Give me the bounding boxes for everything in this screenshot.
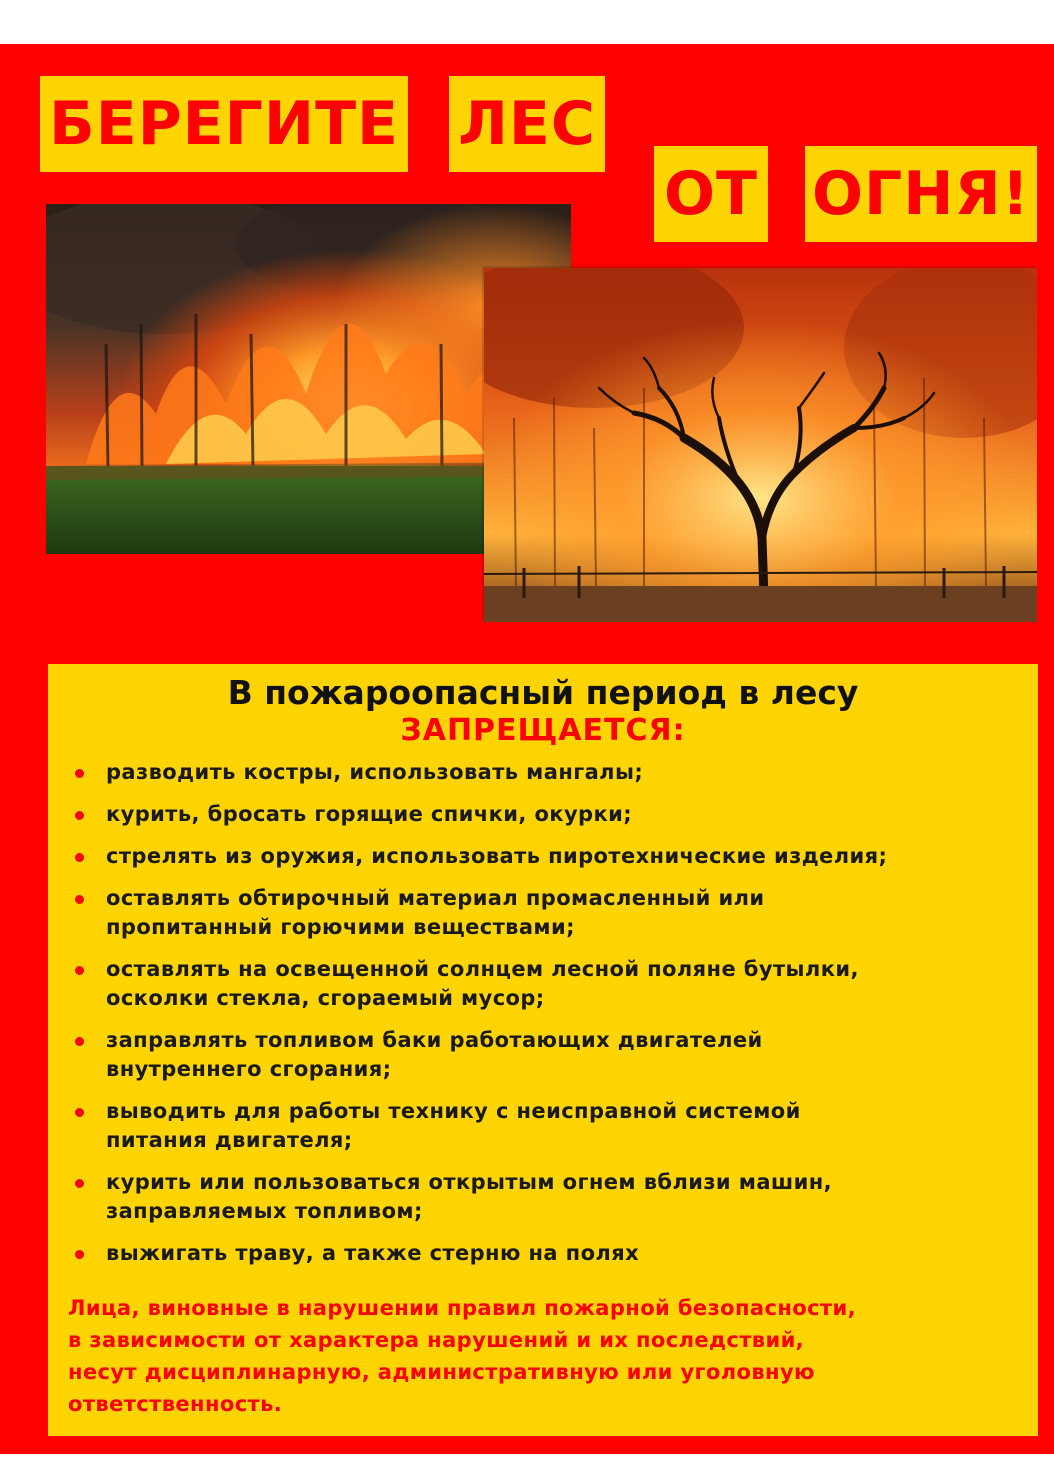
bullet-icon	[75, 811, 84, 820]
list-item-text: выжигать траву, а также стерню на полях	[106, 1241, 640, 1265]
bullet-icon	[75, 1250, 84, 1259]
bullet-icon	[75, 1179, 84, 1188]
prohibitions-panel	[48, 664, 1038, 1436]
list-item	[68, 1239, 1018, 1268]
list-item-text: разводить костры, использовать мангалы;	[106, 760, 644, 784]
title-word-les: ЛЕС	[449, 76, 605, 172]
title-word-ognya: ОГНЯ!	[805, 146, 1037, 242]
list-item	[68, 955, 1018, 1013]
list-item-text: заправлять топливом баки работающих двигателей внутреннего сгорания;	[106, 1028, 763, 1081]
bullet-icon	[75, 966, 84, 975]
list-item	[68, 1168, 1018, 1226]
bullet-icon	[75, 1108, 84, 1117]
list-item	[68, 758, 1018, 787]
list-item	[68, 1097, 1018, 1155]
panel-heading-prohibited: ЗАПРЕЩАЕТСЯ:	[400, 713, 686, 748]
list-item	[68, 842, 1018, 871]
poster	[0, 44, 1054, 1454]
liability-note: Лица, виновные в нарушении правил пожарной безопасности, в зависимости от характера нарушений и их последствий, несут дисциплинарную, административную или уголовную ответственность.	[68, 1296, 856, 1416]
list-item-text: стрелять из оружия, использовать пиротехнические изделия;	[106, 844, 888, 868]
bullet-icon	[75, 769, 84, 778]
list-item-text: курить, бросать горящие спички, окурки;	[106, 802, 633, 826]
bullet-icon	[75, 1037, 84, 1046]
bullet-icon	[75, 853, 84, 862]
title-word-ot: ОТ	[654, 146, 768, 242]
list-item-text: курить или пользоваться открытым огнем вблизи машин, заправляемых топливом;	[106, 1170, 833, 1223]
list-item	[68, 1026, 1018, 1084]
list-item	[68, 884, 1018, 942]
title-word-beregite: БЕРЕГИТЕ	[40, 76, 408, 172]
forest-fire-photo-2-image	[484, 268, 1037, 622]
list-item-text: выводить для работы технику с неисправной системой питания двигателя;	[106, 1099, 801, 1152]
list-item	[68, 800, 1018, 829]
list-item-text: оставлять обтирочный материал промасленный или пропитанный горючими веществами;	[106, 886, 765, 939]
prohibitions-list	[68, 758, 1018, 1268]
list-item-text: оставлять на освещенной солнцем лесной поляне бутылки, осколки стекла, сгораемый мусор;	[106, 957, 859, 1010]
forest-fire-photo-2	[484, 268, 1037, 622]
bullet-icon	[75, 895, 84, 904]
panel-heading: В пожароопасный период в лесу	[227, 673, 859, 712]
